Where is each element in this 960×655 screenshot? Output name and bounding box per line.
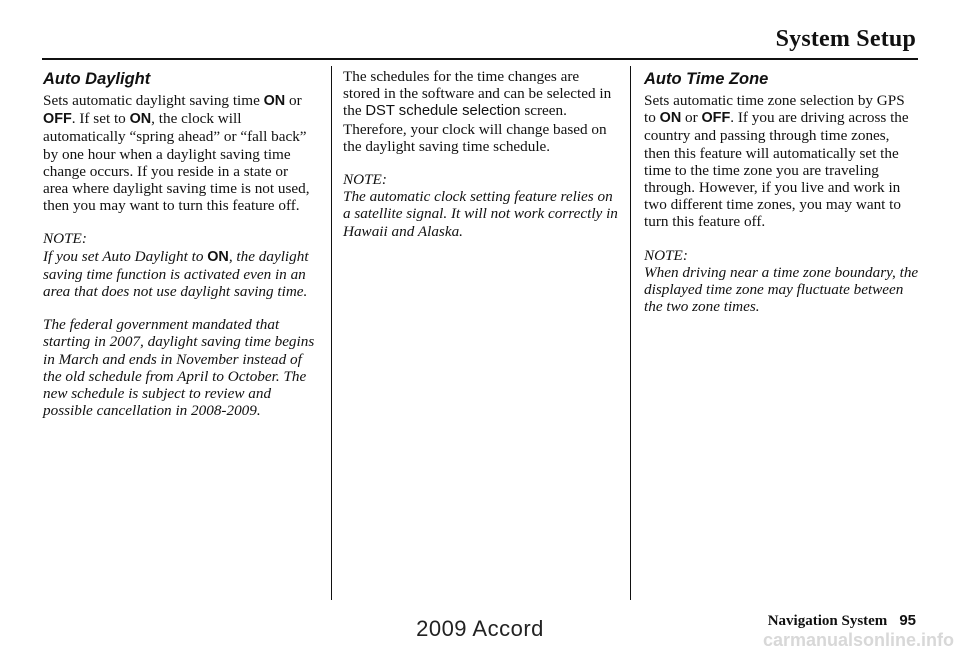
auto-daylight-note: If you set Auto Daylight to ON, the daylight saving time function is activated even in an area that does not use daylight saving time. [43,247,309,301]
footer-section-name: Navigation System [767,613,888,629]
column-divider-1 [331,66,332,600]
auto-time-zone-description: Sets automatic time zone selection by GPS to ON or OFF. If you are driving across the country and passing through time zones, then this feature will automatically set the time to the time zone you are traveling through. However, if you live and work in two different time zones, you may want to turn this feature off. [644,92,909,231]
page-title: System Setup [775,26,916,52]
section-heading-auto-time-zone: Auto Time Zone [644,70,769,88]
time-zone-boundary-note: When driving near a time zone boundary, the displayed time zone may fluctuate between the two zone times. [644,263,919,316]
dst-mandate-note: The federal government mandated that starting in 2007, daylight saving time begins in March and ends in November instead of the old schedule from April to October. The new schedule is subject to review and possible cancellation in 2008-2009. [43,316,315,420]
on-option-label: ON [129,111,152,128]
note-label: NOTE: [343,171,387,189]
dst-schedule-description: The schedules for the time changes are stored in the software and can be selected in the DST schedule selection screen. Therefore, your clock will change based on the daylight saving time schedule. [343,68,612,155]
section-heading-auto-daylight: Auto Daylight [43,70,151,88]
column-auto-daylight [43,68,315,435]
site-watermark: carmanualsonline.info [762,630,954,650]
off-option-label: OFF [43,111,72,128]
note-label: NOTE: [644,246,688,264]
page-number: 95 [899,612,916,629]
on-option-label: ON [659,110,682,127]
on-option-label: ON [207,248,229,265]
auto-daylight-description: Sets automatic daylight saving time ON or OFF. If set to ON, the clock will automatically “spring ahead” or “fall back” by one hour when a daylight saving time change occurs. If you reside in a state or area where daylight saving time is not used, then you may want to turn this feature off. [43,92,310,215]
column-divider-2 [630,66,631,600]
note-label: NOTE: [43,230,87,248]
header-divider [42,58,918,60]
column-dst-schedule [343,68,618,256]
satellite-signal-note: The automatic clock setting feature relies on a satellite signal. It will not work correctly in Hawaii and Alaska. [343,188,618,240]
column-auto-time-zone [644,68,919,331]
dst-schedule-selection-screen-name: DST schedule selection [365,103,521,120]
model-watermark: 2009 Accord [416,616,544,641]
on-option-label: ON [263,93,286,109]
off-option-label: OFF [701,110,731,127]
